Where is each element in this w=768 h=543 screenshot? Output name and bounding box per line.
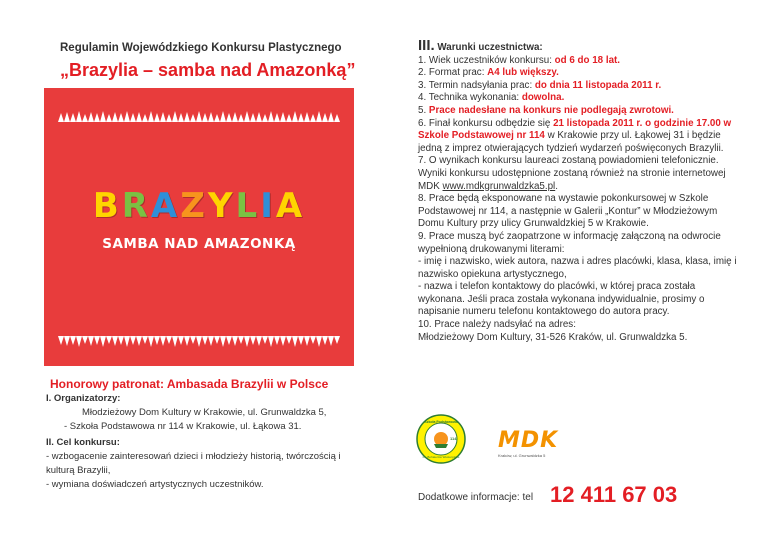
organizer-mdk: Młodzieżowy Dom Kultury w Krakowie, ul. Grunwaldzka 5,	[82, 407, 327, 418]
contest-poster	[44, 88, 354, 366]
brazylia-letter: I	[260, 186, 276, 226]
rule-6-highlight: 21 listopada 2011 r. o godzinie 17.00 w Szkole Podstawowej nr 114	[418, 117, 732, 142]
goal-item-1: - wzbogacenie zainteresowań dzieci i młodzieży historią, twórczością i	[46, 451, 341, 462]
rule-7	[418, 155, 738, 193]
rule-3	[418, 80, 738, 93]
section-rules-heading	[418, 37, 738, 55]
rule-10: 10. Prace należy nadsyłać na adres:	[418, 319, 576, 331]
school-logo-top-text: Szkoła Podstawowa	[424, 420, 458, 424]
rule-9: 9. Prace muszą być zaopatrzone w informację załączoną na odwrocie wypełnioną drukowanymi literami:	[418, 230, 721, 255]
regulation-heading: Regulamin Wojewódzkiego Konkursu Plastycznego	[60, 42, 342, 54]
rule-5-highlight: Prace nadesłane na konkurs nie podlegają zwrotowi.	[428, 104, 674, 116]
rule-5-text: 5.	[418, 104, 429, 116]
goal-item-2: - wymiana doświadczeń artystycznych uczestników.	[46, 479, 264, 490]
poster-top-border	[58, 110, 340, 122]
rule-8: 8. Prace będą eksponowane na wystawie pokonkursowej w Szkole Podstawowej nr 114, a następnie w Galerii „Kontur” w Młodzieżowym Domu Kultury przy ulicy Grunwaldzkiej 5 w Krakowie.	[418, 193, 718, 230]
contact-phone: 12 411 67 03	[550, 482, 678, 507]
mdk-logo-text: MDK	[498, 428, 559, 453]
brazylia-letter: B	[92, 186, 122, 226]
rule-6-rest: w Krakowie przy ul. Łąkowej 31 i będzie jedną z imprez otwierających tydzień wydarzeń poświęconych Brazylii.	[418, 130, 724, 154]
rule-4-text: 4. Technika wykonania:	[418, 92, 522, 104]
rule-6-text: 6. Finał konkursu odbędzie się	[418, 117, 554, 129]
honorary-patronage: Honorowy patronat: Ambasada Brazylii w Polsce	[50, 377, 329, 391]
poster-subtitle: SAMBA NAD AMAZONKĄ	[102, 236, 296, 252]
mdk-logo-subtext: Kraków, ul. Grunwaldzka 5	[498, 453, 546, 458]
roman-numeral: III.	[418, 37, 435, 54]
rule-1-text: 1. Wiek uczestników konkursu:	[418, 54, 555, 66]
rule-3-highlight: do dnia 11 listopada 2011 r.	[534, 79, 662, 91]
school-logo-bottom-text: im. Bohaterów Westerplatte	[422, 455, 460, 459]
section-rules-title: Warunki uczestnictwa:	[437, 42, 543, 53]
rule-7-text: 7. O wynikach konkursu laureaci zostaną powiadomieni telefonicznie. Wyniki konkursu udostępnione zostaną również na stronie internetowej MDK	[418, 155, 726, 192]
contact-label: Dodatkowe informacje: tel	[418, 492, 534, 503]
rule-9-item-a: - imię i nazwisko, wiek autora, nazwa i adres placówki, klasa, klasa, imię i nazwisko opiekuna artystycznego,	[418, 256, 737, 280]
rule-3-text: 3. Termin nadsyłania prac:	[418, 79, 535, 91]
section-goal-title: II. Cel konkursu:	[46, 437, 120, 448]
section-organizers-title: I. Organizatorzy:	[46, 393, 121, 404]
rule-9-item-b: - nazwa i telefon kontaktowy do placówki, w której praca została wykonana. Jeśli praca została wykonana indywidualnie, prosimy o napisanie numeru telefonu kontaktowego do autora pracy.	[418, 281, 705, 318]
organizer-school: - Szkoła Podstawowa nr 114 w Krakowie, ul. Łąkowa 31.	[64, 421, 302, 432]
website-link[interactable]: www.mdkgrunwaldzka5.pl	[442, 180, 556, 192]
brazylia-letter: A	[275, 186, 306, 226]
brazylia-letter: L	[235, 186, 261, 226]
goal-item-1-cont: kulturą Brazylii,	[46, 465, 111, 476]
rule-7-end: .	[555, 180, 558, 192]
rule-1-highlight: od 6 do 18 lat.	[554, 54, 620, 66]
rule-6	[418, 118, 738, 156]
brazylia-letter: R	[121, 186, 151, 226]
poster-bottom-border	[58, 336, 340, 348]
mdk-logo	[498, 428, 564, 468]
rule-5	[418, 105, 738, 118]
school-logo-number: 114	[450, 436, 457, 441]
brazylia-letter: Z	[180, 186, 208, 226]
rule-2-text: 2. Format prac:	[418, 67, 488, 79]
participation-rules	[418, 37, 738, 344]
rule-1	[418, 55, 738, 68]
rule-2-highlight: A4 lub większy.	[487, 67, 559, 79]
rule-4	[418, 92, 738, 105]
school-logo	[416, 414, 466, 464]
contest-title: „Brazylia – samba nad Amazonką”	[60, 60, 356, 80]
rule-2	[418, 67, 738, 80]
rule-10-address: Młodzieżowy Dom Kultury, 31-526 Kraków, ul. Grunwaldzka 5.	[418, 331, 688, 343]
brazylia-letter: A	[150, 186, 181, 226]
rule-4-highlight: dowolna.	[521, 92, 565, 104]
brazylia-letter: Y	[207, 186, 236, 226]
brazylia-logo-word	[44, 186, 354, 226]
